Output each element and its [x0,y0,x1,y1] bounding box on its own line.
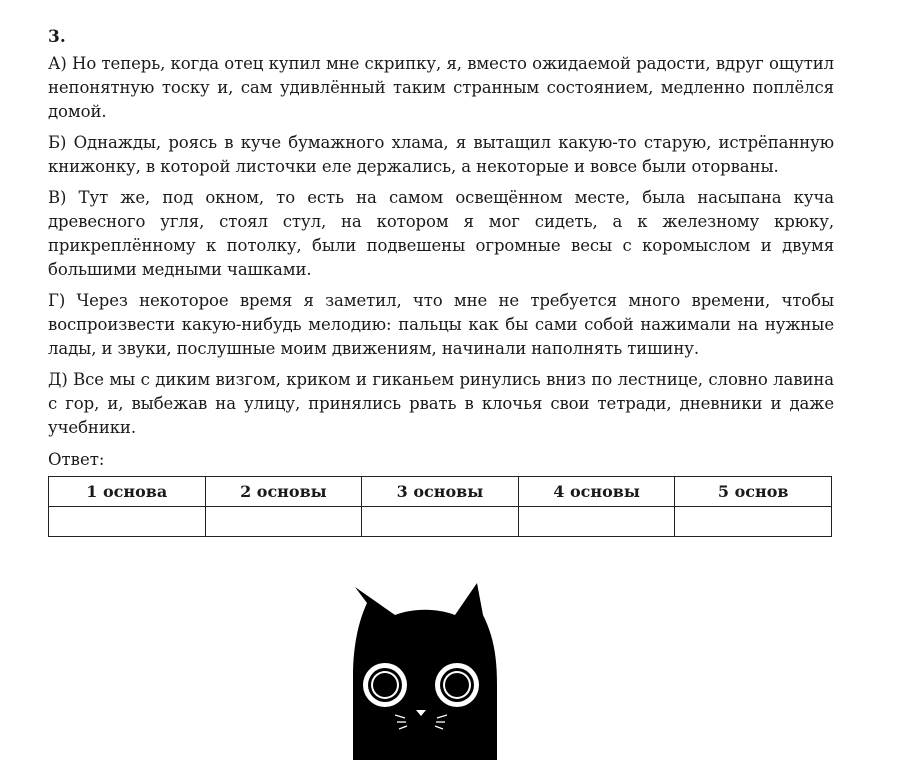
paragraph-g: Г) Через некоторое время я заметил, что мне не требуется много времени, чтобы воспроизвести какую-нибудь мелодию: пальцы как бы сами собой нажимали на нужные лады, и звуки, послушные моим движениям, начинали наполнять тишину. [48,291,834,358]
cat-icon [335,575,515,760]
answer-label: Ответ: [48,450,105,469]
answer-input-cell[interactable] [518,507,675,537]
answer-input-cell[interactable] [675,507,832,537]
answer-header-cell: 5 основ [675,477,832,507]
paragraph-v: В) Тут же, под окном, то есть на самом освещённом месте, была насыпана куча древесного угля, стоял стул, на котором я мог сидеть, а к железному крюку, прикреплённому к потолку, были подвешены огромные весы с коромыслом и двумя большими медными чашками. [48,188,834,279]
answer-input-cell[interactable] [49,507,206,537]
answer-input-cell[interactable] [205,507,362,537]
task-number: 3. [48,27,66,47]
answer-input-cell[interactable] [362,507,519,537]
answer-header-row [49,477,832,507]
cat-illustration [335,575,515,760]
answer-input-row [49,507,832,537]
answer-header-cell: 2 основы [205,477,362,507]
answer-header-cell: 4 основы [518,477,675,507]
answer-header-cell: 1 основа [49,477,206,507]
paragraph-b: Б) Однажды, роясь в куче бумажного хлама, я вытащил какую-то старую, истрёпанную книжонку, в которой листочки еле держались, а некоторые и вовсе были оторваны. [48,133,834,176]
task-page [48,26,834,537]
answer-table [48,476,832,537]
paragraph-a: А) Но теперь, когда отец купил мне скрипку, я, вместо ожидаемой радости, вдруг ощутил непонятную тоску и, сам удивлённый таким странным состоянием, медленно поплёлся домой. [48,54,834,121]
answer-header-cell: 3 основы [362,477,519,507]
paragraph-d: Д) Все мы с диким визгом, криком и гиканьем ринулись вниз по лестнице, словно лавина с гор, и, выбежав на улицу, принялись рвать в клочья свои тетради, дневники и даже учебники. [48,370,834,437]
